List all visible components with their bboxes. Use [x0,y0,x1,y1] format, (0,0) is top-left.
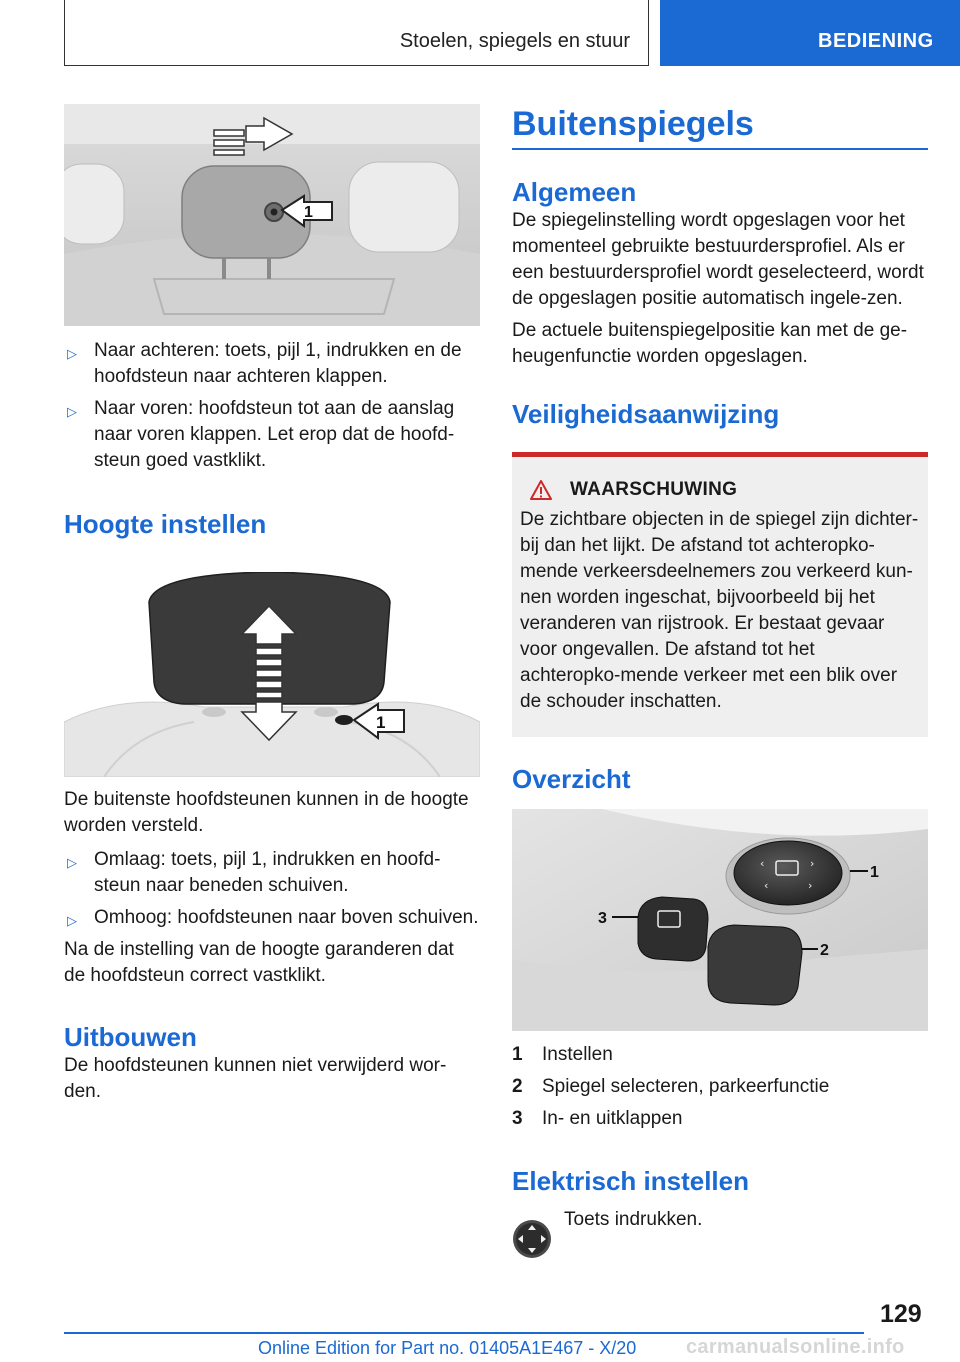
heading-electric-adjust: Elektrisch instellen [512,1166,749,1196]
bullet-backward: ▷ Naar achteren: toets, pijl 1, indrukken en de hoofdsteun naar achteren klappen. [67,340,462,387]
para-after-adjust: Na de instelling van de hoogte garanderen dat de hoofdsteun correct vastklikt. [64,939,454,986]
footer-edition: Online Edition for Part no. 01405A1E467 - X/20 [258,1338,637,1358]
footer-watermark: carmanualsonline.info [686,1336,905,1358]
legend-item: 3 In- en uitklappen [512,1108,683,1129]
fig2-callout-1: 1 [376,713,386,732]
legend-item: 2 Spiegel selecteren, parkeerfunctie [512,1076,830,1097]
warning-box [512,452,928,737]
legend-item: 1 Instellen [512,1044,613,1065]
bullet-triangle-icon: ▷ [67,913,77,928]
bullet-down: ▷ Omlaag: toets, pijl 1, indrukken en hoofd-steun naar beneden schuiven. [67,849,441,896]
bullet-triangle-icon: ▷ [67,855,77,870]
mirror-adjust-button-icon [512,1219,552,1259]
heading-overview: Overzicht [512,764,631,794]
header-section-box [64,0,649,66]
figure-mirror-controls [512,809,928,1031]
warning-title: WAARSCHUWING [570,479,738,500]
bullet-triangle-icon: ▷ [67,404,77,419]
footer-rule [64,1332,864,1334]
bullet-forward: ▷ Naar voren: hoofdsteun tot aan de aanslag naar voren klappen. Let erop dat de hoofd-steun goed vastklikt. [67,398,455,471]
para-general-1: De spiegelinstelling wordt opgeslagen voor het momenteel gebruikte bestuurdersprofiel. Als er een bestuurdersprofiel wordt geselecteerd, wordt de opgeslagen positie automatisch ingele-zen. [512,210,924,309]
rear-headrest-illustration [64,104,480,326]
mirror-controls-illustration [512,809,928,1031]
figure-headrest-height [64,572,480,777]
para-remove: De hoofdsteunen kunnen niet verwijderd wor-den. [64,1055,447,1102]
right-column [512,104,928,1259]
fig3-callout-2: 2 [820,942,829,959]
bullet-triangle-icon: ▷ [67,346,77,361]
figure-rear-headrest [64,104,480,326]
svg-text:›: › [810,857,815,870]
para-height-info: De buitenste hoofdsteunen kunnen in de hoogte worden versteld. [64,789,469,836]
heading-safety: Veiligheidsaanwijzing [512,399,780,429]
fig1-callout-1: 1 [304,204,313,221]
svg-text:›: › [808,879,813,892]
heading-exterior-mirrors: Buitenspiegels [512,105,754,143]
header-chapter-label: BEDIENING [818,30,934,52]
electric-adjust-text: Toets indrukken. [564,1209,703,1230]
heading-height-adjust: Hoogte instellen [64,509,267,539]
heading-general: Algemeen [512,177,637,207]
headrest-height-illustration [64,572,480,777]
warning-title-row [530,479,920,501]
warning-triangle-icon [530,480,552,500]
electric-adjust-row [512,1207,928,1259]
svg-text:‹: ‹ [764,879,769,892]
heading-remove: Uitbouwen [64,1022,197,1052]
svg-text:‹: ‹ [760,857,765,870]
figure-legend [512,1039,928,1135]
warning-text: De zichtbare objecten in de spiegel zijn dichter-bij dan het lijkt. De afstand tot achteropko-mende verkeersdeelnemers zou verkeerd kun-nen worden ingeschat, bijvoorbeeld bij het veranderen van rijstrook. Er bestaat gevaar voor ongevallen. De afstand tot het achteropko-mende verkeer met een blik over de schouder inschatten. [520,509,919,712]
para-general-2: De actuele buitenspiegelpositie kan met de ge-heugenfunctie worden opgeslagen. [512,320,908,367]
header-section-title: Stoelen, spiegels en stuur [399,30,630,52]
fig3-callout-3: 3 [598,910,607,927]
fig3-callout-1: 1 [870,864,879,881]
bullet-up: ▷ Omhoog: hoofdsteunen naar boven schuiven. [64,905,480,931]
page-number: 129 [880,1300,922,1328]
left-column [64,104,480,1105]
header-chapter-tab [660,0,960,66]
